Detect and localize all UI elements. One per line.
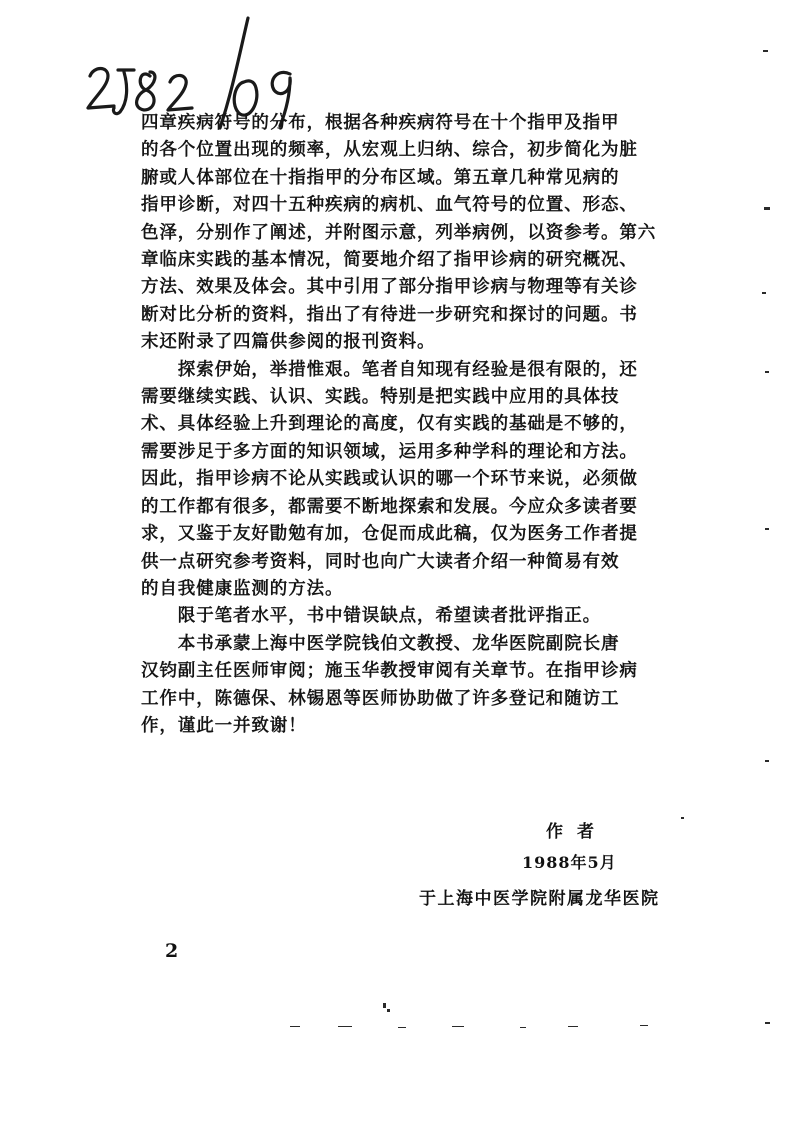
text-line: 汉钧副主任医师审阅；施玉华教授审阅有关章节。在指甲诊病: [141, 661, 638, 682]
text-line: 术、具体经验上升到理论的高度，仅有实践的基础是不够的，: [141, 414, 638, 435]
text-line: 求，又鉴于友好勖勉有加，仓促而成此稿，仅为医务工作者提: [141, 524, 638, 545]
text-line: 需要涉足于多方面的知识领域，运用多种学科的理论和方法。: [141, 441, 638, 462]
text-line: 章临床实践的基本情况，简要地介绍了指甲诊病的研究概况、: [141, 250, 638, 271]
text-line: 指甲诊断，对四十五种疾病的病机、血气符号的位置、形态、: [141, 195, 638, 216]
text-line: 的自我健康监测的方法。: [141, 578, 344, 599]
signature-place: 于上海中医学院附属龙华医院: [419, 889, 660, 909]
text-line: 因此，指甲诊病不论从实践或认识的哪一个环节来说，必须做: [141, 469, 638, 490]
text-line: 探索伊始，举措惟艰。笔者自知现有经验是很有限的，还: [141, 359, 638, 380]
text-line: 四章疾病符号的分布，根据各种疾病符号在十个指甲及指甲: [141, 113, 620, 133]
text-line: 本书承蒙上海中医学院钱伯文教授、龙华医院副院长唐: [141, 633, 620, 654]
text-line: 作，谨此一并致谢！: [141, 715, 307, 736]
text-line: 工作中，陈德保、林锡恩等医师协助做了许多登记和随访工: [141, 688, 620, 709]
text-line: 色泽，分别作了阐述，并附图示意，列举病例，以资参考。第六: [141, 222, 657, 243]
signature-author: 作者: [546, 822, 608, 842]
text-line: 限于笔者水平，书中错误缺点，希望读者批评指正。: [141, 606, 601, 627]
text-line: 腑或人体部位在十指指甲的分布区域。第五章几种常见病的: [141, 167, 620, 188]
page-number: 2: [165, 940, 179, 962]
text-line: 断对比分析的资料，指出了有待进一步研究和探讨的问题。书: [141, 304, 638, 325]
text-line: 末还附录了四篇供参阅的报刊资料。: [141, 332, 436, 353]
text-line: 需要继续实践、认识、实践。特别是把实践中应用的具体技: [141, 387, 620, 408]
text-line: 的工作都有很多，都需要不断地探索和发展。今应众多读者要: [141, 496, 638, 517]
signature-date: 1988年5月: [522, 853, 617, 872]
text-line: 供一点研究参考资料，同时也向广大读者介绍一种简易有效: [141, 551, 620, 572]
text-line: 的各个位置出现的频率，从宏观上归纳、综合，初步简化为脏: [141, 140, 638, 161]
text-line: 方法、效果及体会。其中引用了部分指甲诊病与物理等有关诊: [141, 277, 638, 298]
